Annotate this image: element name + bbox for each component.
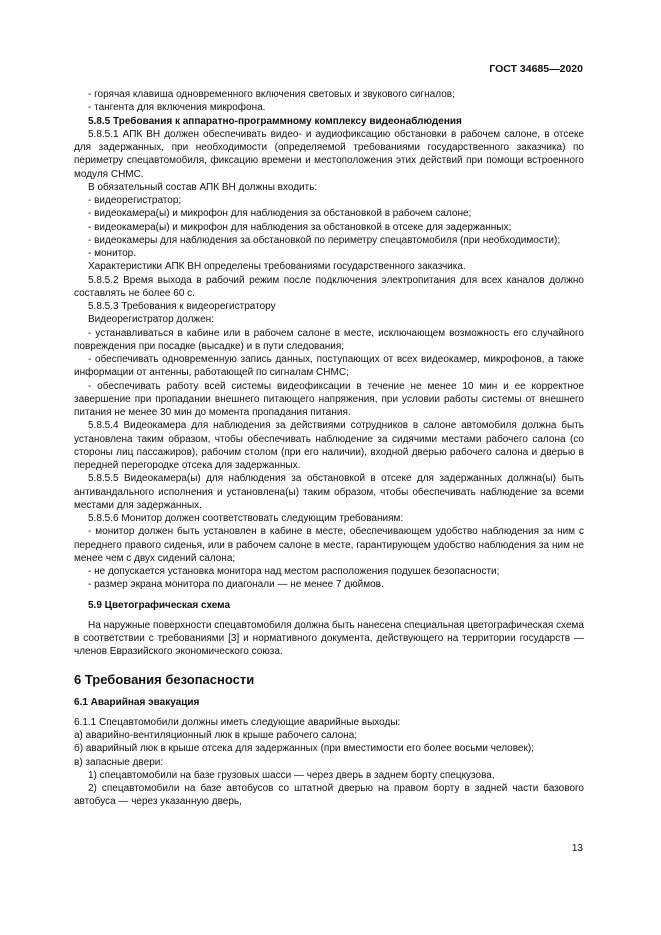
- list-item: - устанавливаться в кабине или в рабочем салоне в месте, исключающем возможность его случайного повреждения при посадке (высадке) и в пути следования;: [74, 327, 584, 352]
- list-item: - видеокамера(ы) и микрофон для наблюдения за обстановкой в отсеке для задержанных;: [88, 221, 512, 233]
- list-item: - монитор должен быть установлен в кабине в месте, обеспечивающем удобство наблюдения за ним с переднего правого сиденья, или в рабочем салоне в месте, гарантирующем удобство наблюдения за ним не менее чем с двух сидений салона;: [74, 526, 584, 564]
- paragraph: 5.8.5.2 Время выхода в рабочий режим после подключения электропитания для всех каналов должно составлять не более 60 с.: [74, 274, 584, 299]
- chapter-heading: 6 Требования безопасности: [74, 671, 255, 687]
- list-item: - видеокамеры для наблюдения за обстановкой по периметру спецавтомобиля (при необходимости);: [88, 234, 561, 246]
- paragraph: 5.8.5.1 АПК ВН должен обеспечивать видео- и аудиофиксацию обстановки в рабочем салоне, в отсеке для задержанных, при необходимости (определяемой требованиями государственного заказчика) по периметру спецавтомобиля, фиксацию времени и местоположения этих действий при помощи встроенного модуля СНМС.: [74, 128, 584, 180]
- list-item: 1) спецавтомобили на базе грузовых шасси — через дверь в заднем борту спецкузова,: [88, 769, 495, 781]
- section-heading: 5.8.5 Требования к аппаратно-программному комплексу видеонаблюдения: [88, 115, 462, 127]
- section-heading: 6.1 Аварийная эвакуация: [74, 696, 200, 708]
- paragraph: 5.8.5.6 Монитор должен соответствовать следующим требованиям:: [88, 513, 404, 524]
- paragraph: 5.8.5.5 Видеокамера(ы) для наблюдения за обстановкой в отсеке для задержанных должна(ы) быть антивандального исполнения и установлена(ы) таким образом, чтобы обеспечивать наблюдение за всеми местами для задержанных.: [74, 473, 584, 511]
- list-item: в) запасные двери:: [74, 756, 164, 768]
- paragraph: 5.8.5.4 Видеокамера для наблюдения за действиями сотрудников в салоне автомобиля должна быть установлена таким образом, чтобы обеспечивать наблюдение за сидячими местами рабочего салона (со стороны лиц пассажиров), рабочим столом (при его наличии), входной дверью рабочего салона и дверью в передней перегородке отсека для задержанных.: [74, 420, 584, 471]
- list-item: - размер экрана монитора по диагонали — не менее 7 дюймов.: [88, 579, 384, 591]
- paragraph: Видеорегистратор должен:: [88, 314, 214, 326]
- list-item: - обеспечивать работу всей системы видеофиксации в течение не менее 10 мин и ее корректное завершение при пропадании внешнего питающего напряжения, при условии работы системы от внешнего питания не менее 30 мин до момента пропадания питания.: [74, 380, 584, 418]
- list-item: - видеокамера(ы) и микрофон для наблюдения за обстановкой в рабочем салоне;: [88, 208, 472, 220]
- page-number: 13: [571, 843, 583, 854]
- list-item: - обеспечивать одновременную запись данных, поступающих от всех видеокамер, микрофонов, а также информации от антенны, работающей по сигналам СНМС;: [74, 354, 584, 379]
- paragraph: 6.1.1 Спецавтомобили должны иметь следующие аварийные выходы:: [74, 716, 401, 728]
- list-item: - тангента для включения микрофона.: [88, 102, 266, 114]
- list-item: 2) спецавтомобили на базе автобусов со штатной дверью на правом борту в задней части базового автобуса — через указанную дверь,: [74, 783, 584, 808]
- paragraph: На наружные поверхности спецавтомобиля должна быть нанесена специальная цветографическая схема в соответствии с требованиями [3] и нормативного документа, действующего на территории государств — членов Евразийского экономического союза.: [74, 619, 584, 658]
- list-item: - не допускается установка монитора над местом расположения подушек безопасности;: [88, 566, 500, 577]
- document-code-header: ГОСТ 34685—2020: [489, 63, 583, 75]
- paragraph: Характеристики АПК ВН определены требованиями государственного заказчика.: [88, 261, 466, 273]
- list-item: а) аварийно-вентиляционный люк в крыше рабочего салона;: [74, 730, 358, 741]
- document-body: [74, 88, 584, 809]
- list-item: - монитор.: [88, 248, 137, 259]
- section-heading: 5.9 Цветографическая схема: [88, 599, 231, 611]
- list-item: - горячая клавиша одновременного включения световых и звукового сигналов;: [88, 89, 455, 100]
- list-item: - видеорегистратор;: [88, 195, 182, 206]
- paragraph: 5.8.5.3 Требования к видеорегистратору: [88, 301, 276, 312]
- paragraph: В обязательный состав АПК ВН должны входить:: [88, 181, 318, 193]
- list-item: б) аварийный люк в крыше отсека для задержанных (при вместимости его более восьми человек);: [74, 743, 534, 755]
